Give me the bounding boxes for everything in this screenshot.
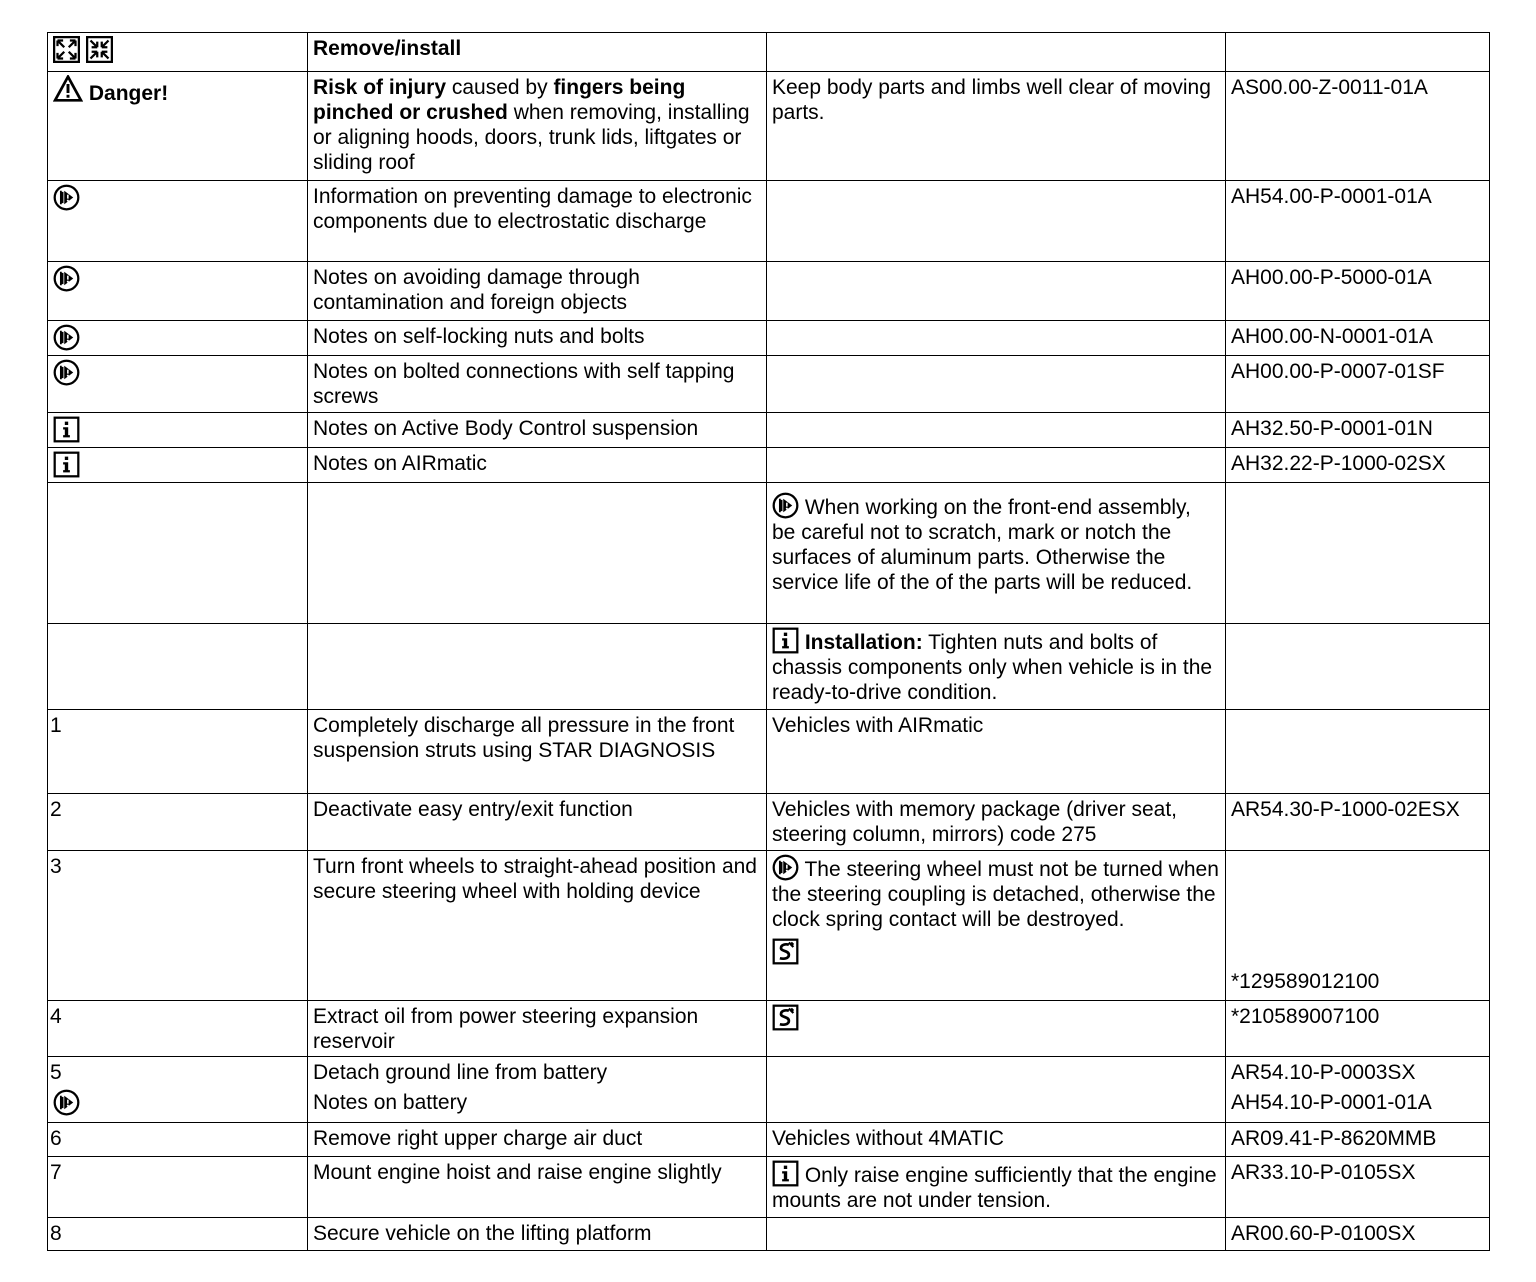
note-ref: AH00.00-P-5000-01A: [1226, 262, 1490, 321]
danger-label: Danger!: [88, 82, 169, 105]
step-text: Turn front wheels to straight-ahead position and secure steering wheel with holding device: [308, 851, 767, 1001]
step-number: 4: [50, 1005, 62, 1028]
warning-icon: [53, 75, 83, 102]
step-text: Remove right upper charge air duct: [308, 1123, 767, 1157]
danger-cause: caused by: [446, 76, 554, 99]
note-text: Notes on Active Body Control suspension: [308, 413, 767, 448]
step-text: Completely discharge all pressure in the front suspension struts using STAR DIAGNOSIS: [308, 710, 767, 794]
note-text: Notes on avoiding damage through contamination and foreign objects: [308, 262, 767, 321]
step-ref: *129589012100: [1226, 851, 1490, 1001]
page-title: Remove/install: [308, 33, 767, 72]
note-text: Notes on AIRmatic: [308, 448, 767, 483]
general-note-row: [48, 624, 1490, 710]
step-text: Secure vehicle on the lifting platform: [308, 1218, 767, 1251]
info-icon: [772, 627, 799, 654]
note-row: [48, 448, 1490, 483]
caution-icon: [772, 492, 799, 519]
step-ref: AR54.30-P-1000-02ESX: [1226, 794, 1490, 851]
note-ref: AH54.00-P-0001-01A: [1226, 181, 1490, 262]
step-note: Vehicles without 4MATIC: [767, 1123, 1226, 1157]
caution-icon: [772, 854, 799, 881]
step-number: 2: [50, 798, 62, 821]
procedure-table: [47, 32, 1490, 1251]
step-text: Detach ground line from battery: [313, 1061, 608, 1084]
step-number: 5: [50, 1061, 62, 1084]
step-number: 3: [50, 855, 62, 878]
note-text: Information on preventing damage to electronic components due to electrostatic discharge: [308, 181, 767, 262]
step-note: Only raise engine sufficiently that the engine mounts are not under tension.: [772, 1164, 1217, 1212]
note-row: [48, 413, 1490, 448]
step-number: 8: [50, 1222, 62, 1245]
info-icon: [772, 1160, 799, 1187]
caution-icon: [53, 184, 80, 211]
danger-ref: AS00.00-Z-0011-01A: [1226, 72, 1490, 181]
step-text: Extract oil from power steering expansion reservoir: [308, 1001, 767, 1057]
step-ref: AR09.41-P-8620MMB: [1226, 1123, 1490, 1157]
step-text: Mount engine hoist and raise engine slightly: [308, 1157, 767, 1218]
aluminum-note: When working on the front-end assembly, be careful not to scratch, mark or notch the surfaces of aluminum parts. Otherwise the service life of the of the parts will be reduced.: [772, 496, 1193, 594]
step-note: The steering wheel must not be turned when the steering coupling is detached, otherwise the clock spring contact will be destroyed.: [772, 858, 1219, 931]
caution-icon: [53, 1089, 80, 1116]
step-ref: AR54.10-P-0003SX: [1231, 1061, 1416, 1084]
step-row: [48, 1123, 1490, 1157]
general-note-row: [48, 483, 1490, 624]
danger-row: [48, 72, 1490, 181]
note-ref: AH00.00-N-0001-01A: [1226, 321, 1490, 356]
note-ref: AH32.22-P-1000-02SX: [1226, 448, 1490, 483]
step-text: Deactivate easy entry/exit function: [308, 794, 767, 851]
installation-label: Installation:: [804, 631, 923, 654]
danger-risk: Risk of injury: [313, 76, 447, 99]
note-text: Notes on self-locking nuts and bolts: [308, 321, 767, 356]
step-row: [48, 710, 1490, 794]
note-row: [48, 321, 1490, 356]
step-ref: [1226, 710, 1490, 794]
header-row: [48, 33, 1490, 72]
note-ref: AH32.50-P-0001-01N: [1226, 413, 1490, 448]
step-ref: AR00.60-P-0100SX: [1226, 1218, 1490, 1251]
step-row: [48, 1157, 1490, 1218]
info-icon: [53, 416, 80, 443]
danger-note: Keep body parts and limbs well clear of moving parts.: [767, 72, 1226, 181]
step-row: [48, 851, 1490, 1001]
step-ref: *210589007100: [1226, 1001, 1490, 1057]
special-tool-icon: [772, 938, 799, 965]
step-row: [48, 1057, 1490, 1123]
step-row: [48, 1218, 1490, 1251]
caution-icon: [53, 324, 80, 351]
step-ref: AR33.10-P-0105SX: [1226, 1157, 1490, 1218]
note-row: [48, 356, 1490, 413]
note-text: Notes on bolted connections with self tapping screws: [308, 356, 767, 413]
info-icon: [53, 451, 80, 478]
caution-icon: [53, 359, 80, 386]
expand-icon: [53, 36, 80, 63]
step-number: 6: [50, 1127, 62, 1150]
contract-icon: [86, 36, 113, 63]
step-row: [48, 794, 1490, 851]
note-row: [48, 262, 1490, 321]
step-note: Vehicles with AIRmatic: [767, 710, 1226, 794]
step-note: Vehicles with memory package (driver seat, steering column, mirrors) code 275: [767, 794, 1226, 851]
step-number: 7: [50, 1161, 62, 1184]
danger-hazard: fingers being pinched or crushed: [313, 76, 686, 124]
step-row: [48, 1001, 1490, 1057]
note-ref: AH00.00-P-0007-01SF: [1226, 356, 1490, 413]
danger-context: when removing, installing or aligning hoods, doors, trunk lids, liftgates or sliding roof: [313, 101, 750, 174]
installation-note: Tighten nuts and bolts of chassis components only when vehicle is in the ready-to-drive condition.: [772, 631, 1213, 704]
step-subref: AH54.10-P-0001-01A: [1231, 1091, 1432, 1114]
step-number: 1: [50, 714, 62, 737]
special-tool-icon: [772, 1004, 799, 1031]
note-row: [48, 181, 1490, 262]
caution-icon: [53, 265, 80, 292]
step-subtext: Notes on battery: [313, 1091, 468, 1114]
